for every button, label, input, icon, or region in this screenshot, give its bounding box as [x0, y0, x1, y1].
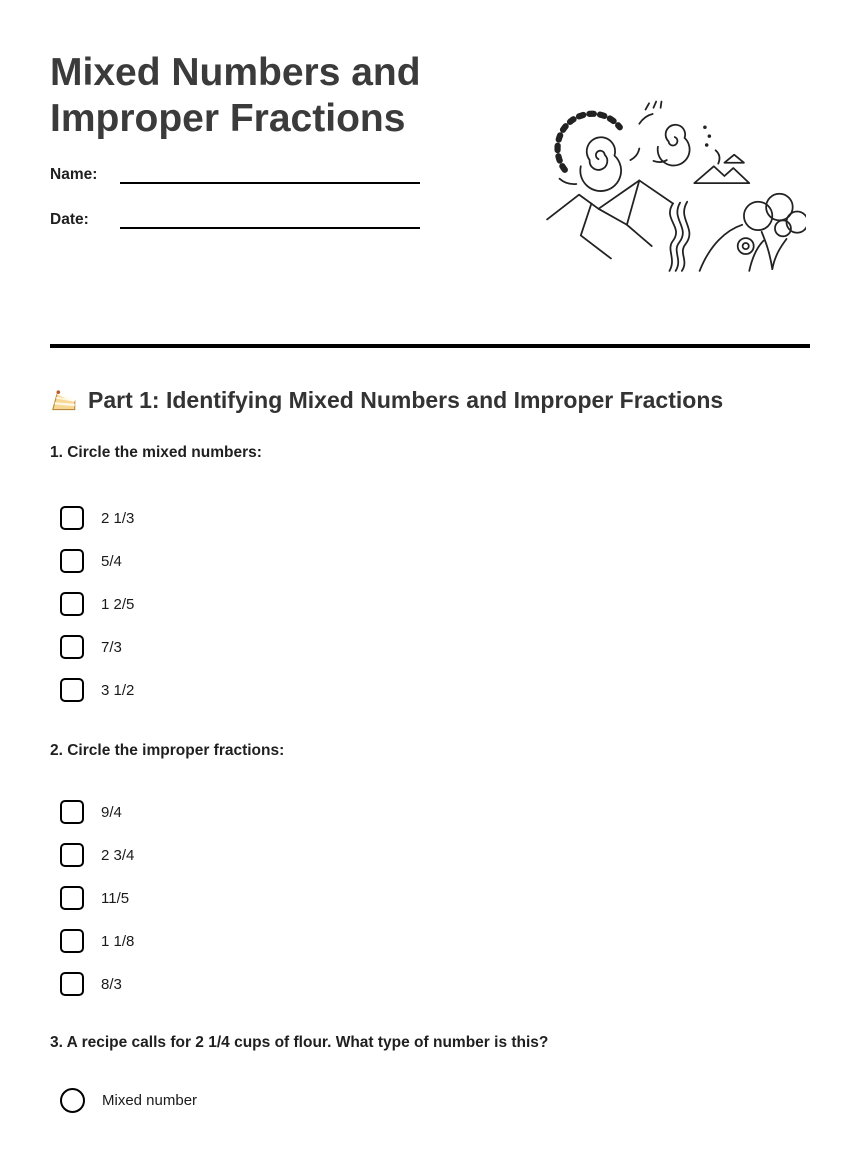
part1-heading: Part 1: Identifying Mixed Numbers and Improper Fractions — [88, 386, 724, 413]
landscape-illustration — [540, 95, 806, 273]
checkbox[interactable] — [60, 592, 84, 616]
checkbox-option — [50, 886, 810, 910]
name-line[interactable] — [120, 163, 420, 184]
page-title: Mixed Numbers and Improper Fractions — [50, 51, 421, 140]
part1-heading-row — [50, 384, 810, 416]
checkbox[interactable] — [60, 506, 84, 530]
checkbox-option — [50, 506, 810, 530]
question-2-heading: 2. Circle the improper fractions: — [50, 742, 285, 759]
option-label: 2 3/4 — [101, 846, 135, 864]
option-label: 1 2/5 — [101, 595, 135, 613]
checkbox[interactable] — [60, 843, 84, 867]
question-1-heading: 1. Circle the mixed numbers: — [50, 444, 262, 461]
checkbox[interactable] — [60, 886, 84, 910]
question-1-options — [50, 506, 810, 702]
checkbox[interactable] — [60, 549, 84, 573]
checkbox-option — [50, 592, 810, 616]
checkbox-option — [50, 929, 810, 953]
option-label: 7/3 — [101, 638, 122, 656]
option-label: 5/4 — [101, 552, 122, 570]
checkbox[interactable] — [60, 678, 84, 702]
date-line[interactable] — [120, 208, 420, 229]
checkbox-option — [50, 972, 810, 996]
question-3-options — [50, 1088, 810, 1112]
checkbox[interactable] — [60, 972, 84, 996]
question-3-heading: 3. A recipe calls for 2 1/4 cups of flour. What type of number is this? — [50, 1034, 549, 1051]
radio-button[interactable] — [60, 1088, 85, 1113]
radio-option — [50, 1088, 810, 1112]
option-label: 3 1/2 — [101, 681, 135, 699]
cake-slice-icon — [50, 387, 77, 414]
option-label: 8/3 — [101, 975, 122, 993]
checkbox-option — [50, 800, 810, 824]
checkbox[interactable] — [60, 929, 84, 953]
name-label: Name: — [50, 166, 98, 183]
checkbox[interactable] — [60, 800, 84, 824]
question-2-options — [50, 800, 810, 996]
checkbox-option — [50, 843, 810, 867]
date-label: Date: — [50, 211, 89, 228]
option-label: 11/5 — [101, 889, 130, 907]
option-label: 2 1/3 — [101, 509, 135, 527]
section-divider — [50, 344, 810, 348]
option-label: 9/4 — [101, 803, 122, 821]
checkbox[interactable] — [60, 635, 84, 659]
checkbox-option — [50, 635, 810, 659]
checkbox-option — [50, 549, 810, 573]
option-label: 1 1/8 — [101, 932, 135, 950]
checkbox-option — [50, 678, 810, 702]
option-label: Mixed number — [102, 1091, 198, 1109]
